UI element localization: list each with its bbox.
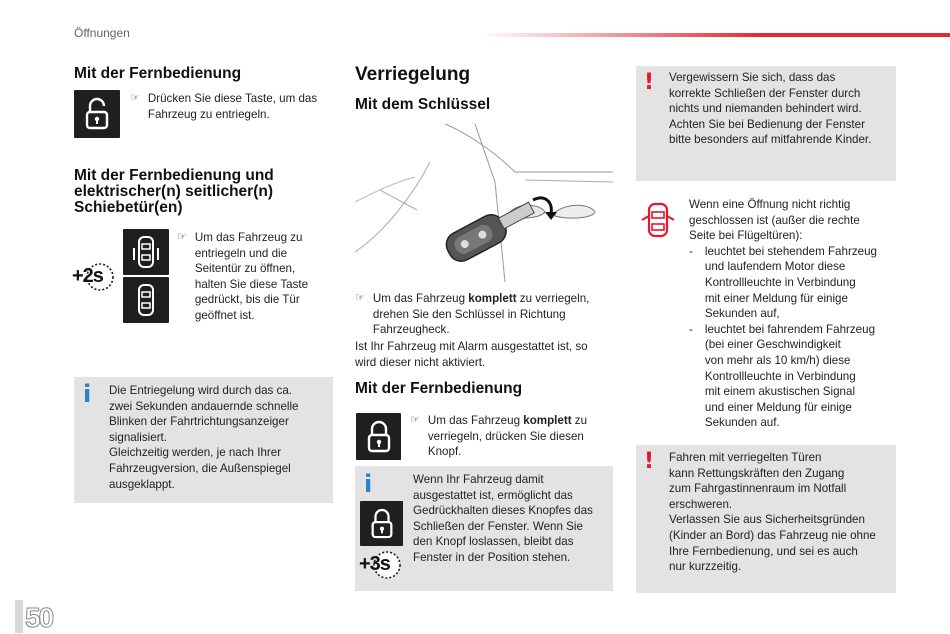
info-icon: i <box>364 470 373 498</box>
list-item: - leuchtet bei stehendem Fahrzeug und laufendem Motor diese Kontrollleuchte in Verbindung mit einer Meldung für einige Sekunden auf, <box>689 244 877 321</box>
sliding-door-instruction: ☞ Um das Fahrzeug zu entriegeln und die Seitentür zu öffnen, halten Sie diese Taste gedrückt, bis die Tür geöffnet ist. <box>177 231 309 322</box>
sliding-door-closed-icon <box>123 277 169 323</box>
unlock-info-box: i Die Entriegelung wird durch das ca. zwei Sekunden andauernde schnelle Blinken der Fahrtrichtungsanzeiger signalisiert. Gleichzeitig werden, je nach Ihrer Fahrzeugversion, die Außenspiegel ausgeklappt. <box>74 377 333 503</box>
pointing-hand-icon: ☞ <box>355 292 365 304</box>
sliding-door-open-icon <box>123 229 169 275</box>
pointing-hand-icon: ☞ <box>177 231 187 243</box>
hold-2s-badge: +2s <box>72 262 116 292</box>
remote-locking-instruction: ☞ Um das Fahrzeug komplett zu verriegeln, drücken Sie diesen Knopf. <box>410 414 588 459</box>
window-closing-info-box: i +3s Wenn Ihr Fahrzeug damit ausgestattet ist, ermöglicht das Gedrückhalten dieses Knopfes das Schließen der Fenster. Wenn Sie den Knopf loslassen, bleibt das Fenster in der Position stehen. <box>355 466 613 591</box>
pointing-hand-icon: ☞ <box>410 414 420 426</box>
lock-button-icon <box>356 413 401 460</box>
remote-locking-heading: Mit der Fernbedienung <box>355 380 523 397</box>
page-number-bar <box>15 600 23 633</box>
page-number: 50 <box>15 600 51 633</box>
warning-icon: ! <box>644 449 655 474</box>
sliding-door-heading: Mit der Fernbedienung und elektrischer(n) seitlicher(n) Schiebetür(en) <box>74 167 274 216</box>
remote-unlock-instruction: ☞ Drücken Sie diese Taste, um das Fahrzeug zu entriegeln. <box>130 92 318 121</box>
door-open-warning-light-icon <box>640 200 676 240</box>
info-icon: i <box>83 380 92 408</box>
pointing-hand-icon: ☞ <box>130 92 140 104</box>
lock-button-icon <box>360 501 403 546</box>
locked-doors-warning-box: ! Fahren mit verriegelten Türen kann Rettungskräften den Zugang zum Fahrgastinnenraum im Notfall erschweren. Verlassen Sie aus Sicherheitsgründen (Kinder an Bord) das Fahrzeug nie ohne Ihre Fernbedienung, und sei es auch nur kurzzeitig. <box>636 445 896 593</box>
hold-3s-badge: +3s <box>359 550 403 580</box>
header-accent-line <box>478 33 950 37</box>
list-item: - leuchtet bei fahrendem Fahrzeug (bei einer Geschwindigkeit von mehr als 10 km/h) diese Kontrollleuchte in Verbindung mit einem akustischen Signal und einer Meldung für einige Sekunden auf. <box>689 322 876 430</box>
warning-icon: ! <box>644 70 655 95</box>
key-locking-heading: Mit dem Schlüssel <box>355 96 491 113</box>
door-open-warning-panel: Wenn eine Öffnung nicht richtig geschlossen ist (außer die rechte Seite bei Flügeltüren): - leuchtet bei stehendem Fahrzeug und laufendem Motor diese Kontrollleuchte in Verbindung mit einer Meldung für einige Sekunden auf, - leuchtet bei fahrendem Fahrzeug (bei einer Geschwindigkeit von mehr als 10 km/h) diese Kontrollleuchte in Verbindung mit einem akustischen Signal und einer Meldung für einige Sekunden auf. <box>636 190 896 430</box>
condition-list <box>689 244 897 431</box>
unlock-button-icon <box>74 90 120 138</box>
section-title: Öffnungen <box>74 26 130 40</box>
remote-unlock-heading: Mit der Fernbedienung <box>74 65 242 82</box>
locking-title: Verriegelung <box>355 64 471 85</box>
window-warning-box: ! Vergewissern Sie sich, dass das korrekte Schließen der Fenster durch nichts und niemanden behindert wird. Achten Sie bei Bedienung der Fenster bitte besonders auf mitfahrende Kinder. <box>636 66 896 181</box>
key-locking-instruction: ☞ Um das Fahrzeug komplett zu verriegeln, drehen Sie den Schlüssel in Richtung Fahrzeugheck. <box>355 292 590 337</box>
alarm-note: Ist Ihr Fahrzeug mit Alarm ausgestattet ist, so wird dieser nicht aktiviert. <box>355 340 588 369</box>
key-in-door-illustration <box>355 122 613 282</box>
